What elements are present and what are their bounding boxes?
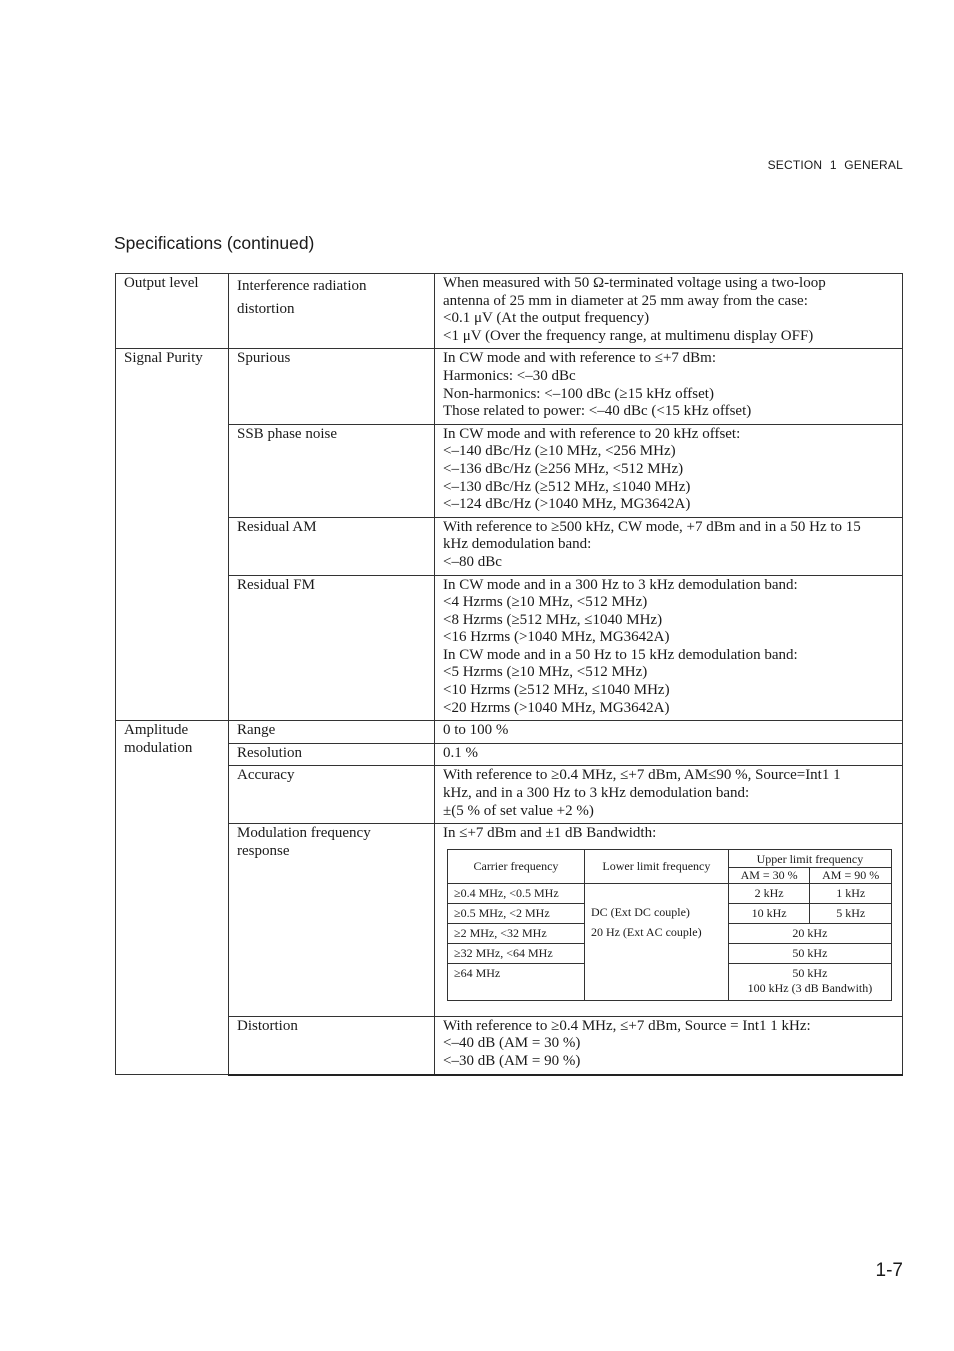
- value-cell: In CW mode and with reference to 20 kHz offset: <–140 dBc/Hz (≥10 MHz, <256 MHz) <–136 dBc/Hz (≥256 MHz, <512 MHz) <–130 dBc/Hz (≥512 MHz, ≤1040 MHz) <–124 dBc/Hz (>1040 MHz, MG3642A): [435, 424, 903, 517]
- page-title: Specifications (continued): [114, 233, 315, 253]
- upper-limit-cell: 50 kHz 100 kHz (3 dB Bandwith): [728, 963, 891, 1000]
- section-header: SECTION 1 GENERAL: [767, 158, 903, 172]
- upper-limit-cell: 50 kHz: [728, 943, 891, 963]
- item-cell: Range: [229, 721, 435, 744]
- category-cell: Signal Purity: [116, 349, 229, 721]
- table-row: [448, 849, 892, 867]
- table-row: [116, 517, 903, 575]
- value-cell: In CW mode and with reference to ≤+7 dBm: Harmonics: <–30 dBc Non-harmonics: <–100 dBc (≥15 kHz offset) Those related to power: <–40 dBc (<15 kHz offset): [435, 349, 903, 424]
- table-row: [116, 824, 903, 1017]
- mod-response-intro: In ≤+7 dBm and ±1 dB Bandwidth:: [443, 825, 657, 842]
- upper-limit-cell: 1 kHz: [810, 883, 892, 903]
- item-cell: Spurious: [229, 349, 435, 424]
- item-cell: Residual FM: [229, 575, 435, 721]
- value-cell: [435, 824, 903, 1017]
- value-cell: When measured with 50 Ω-terminated voltage using a two-loop antenna of 25 mm in diameter at 25 mm away from the case: <0.1 μV (At the output frequency) <1 μV (Over the frequency range, at multimenu display OFF): [435, 274, 903, 349]
- carrier-cell: ≥64 MHz: [448, 963, 585, 1000]
- table-row: [116, 575, 903, 721]
- item-cell: Modulation frequency response: [229, 824, 435, 1017]
- specifications-table: [115, 273, 903, 1076]
- table-row: [116, 274, 903, 349]
- page-number: 1-7: [875, 1260, 903, 1281]
- value-cell: With reference to ≥0.4 MHz, ≤+7 dBm, AM≤90 %, Source=Int1 1 kHz, and in a 300 Hz to 3 kHz demodulation band: ±(5 % of set value +2 %): [435, 766, 903, 824]
- value-cell: 0 to 100 %: [435, 721, 903, 744]
- column-header: Lower limit frequency: [584, 849, 728, 883]
- mod-frequency-response-table: [447, 849, 892, 1001]
- category-cell: Output level: [116, 274, 229, 349]
- item-cell: Residual AM: [229, 517, 435, 575]
- lower-limit-cell: [584, 963, 728, 1000]
- value-cell: In CW mode and in a 300 Hz to 3 kHz demodulation band: <4 Hzrms (≥10 MHz, <512 MHz) <8 Hzrms (≥512 MHz, ≤1040 MHz) <16 Hzrms (>1040 MHz, MG3642A) In CW mode and in a 50 Hz to 15 kHz demodulation band: <5 Hzrms (≥10 MHz, <512 MHz) <10 Hzrms (≥512 MHz, ≤1040 MHz) <20 Hzrms (>1040 MHz, MG3642A): [435, 575, 903, 721]
- column-header: Carrier frequency: [448, 849, 585, 883]
- upper-limit-cell: 2 kHz: [728, 883, 810, 903]
- table-row: [116, 766, 903, 824]
- category-cell: Amplitude modulation: [116, 721, 229, 1075]
- column-header: AM = 90 %: [810, 867, 892, 883]
- item-cell: Interference radiation distortion: [229, 274, 435, 349]
- table-row: [448, 923, 892, 943]
- carrier-cell: ≥0.4 MHz, <0.5 MHz: [448, 883, 585, 903]
- item-cell: Accuracy: [229, 766, 435, 824]
- table-row: [448, 903, 892, 923]
- upper-limit-cell: 10 kHz: [728, 903, 810, 923]
- carrier-cell: ≥0.5 MHz, <2 MHz: [448, 903, 585, 923]
- table-row: [448, 963, 892, 1000]
- item-cell: Resolution: [229, 743, 435, 766]
- column-header: Upper limit frequency: [728, 849, 891, 867]
- table-row: [448, 943, 892, 963]
- table-row: [116, 743, 903, 766]
- upper-limit-cell: 20 kHz: [728, 923, 891, 943]
- table-row: [116, 1016, 903, 1074]
- table-row: [448, 883, 892, 903]
- upper-limit-cell: 5 kHz: [810, 903, 892, 923]
- table-row: [116, 721, 903, 744]
- value-cell: With reference to ≥0.4 MHz, ≤+7 dBm, Source = Int1 1 kHz: <–40 dB (AM = 30 %) <–30 dB (AM = 90 %): [435, 1016, 903, 1074]
- item-cell: SSB phase noise: [229, 424, 435, 517]
- value-cell: 0.1 %: [435, 743, 903, 766]
- lower-limit-cell: 20 Hz (Ext AC couple): [584, 923, 728, 943]
- carrier-cell: ≥32 MHz, <64 MHz: [448, 943, 585, 963]
- lower-limit-cell: [584, 883, 728, 903]
- item-cell: Distortion: [229, 1016, 435, 1074]
- carrier-cell: ≥2 MHz, <32 MHz: [448, 923, 585, 943]
- lower-limit-cell: [584, 943, 728, 963]
- column-header: AM = 30 %: [728, 867, 810, 883]
- table-row: [116, 349, 903, 424]
- value-cell: With reference to ≥500 kHz, CW mode, +7 dBm and in a 50 Hz to 15 kHz demodulation band: <–80 dBc: [435, 517, 903, 575]
- lower-limit-cell: DC (Ext DC couple): [584, 903, 728, 923]
- table-row: [116, 424, 903, 517]
